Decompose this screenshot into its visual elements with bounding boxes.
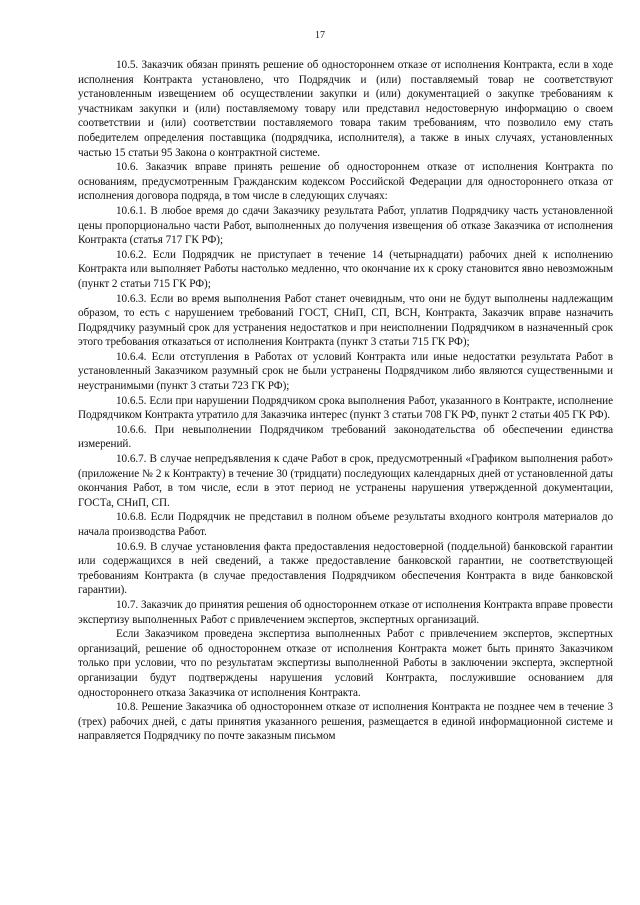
paragraph-10-8: 10.8. Решение Заказчика об одностороннем отказе от исполнения Контракта не позднее чем в течение 3 (трех) рабочих дней, с даты принятия указанного решения, размещается в единой информационной системе и направляется Подрядчику по почте заказным письмом: [78, 701, 613, 743]
document-body: [78, 58, 613, 744]
paragraph-10-5: 10.5. Заказчик обязан принять решение об одностороннем отказе от исполнения Контракта, если в ходе исполнения Контракта установлено, что Подрядчик и (или) поставляемый товар не соответствуют установленным извещением об осуществлении закупки и (или) документацией о закупке требованиям к участникам закупки и (или) поставляемому товару или представил недостоверную информацию о своем соответствии и (или) соответствии поставляемого товара таким требованиям, что позволило ему стать победителем определения поставщика (подрядчика, исполнителя), а также в иных случаях, установленных частью 15 статьи 95 Закона о контрактной системе.: [78, 59, 613, 159]
paragraph-10-6-7: 10.6.7. В случае непредъявления к сдаче Работ в срок, предусмотренный «Графиком выполнения работ» (приложение № 2 к Контракту) в течение 30 (тридцати) последующих календарных дней от установленной даты окончания Работ, в том числе, если в этот период не устранены нарушения утвержденной документации, ГОСТа, СНиП, СП.: [78, 453, 613, 509]
paragraph-10-7: 10.7. Заказчик до принятия решения об одностороннем отказе от исполнения Контракта вправе провести экспертизу выполненных Работ с привлечением экспертов, экспертных организаций.: [78, 598, 613, 626]
paragraph-10-6-8: 10.6.8. Если Подрядчик не представил в полном объеме результаты входного контроля материалов до начала производства Работ.: [78, 511, 613, 538]
paragraph-10-6-5: 10.6.5. Если при нарушении Подрядчиком срока выполнения Работ, указанного в Контракте, исполнение Подрядчиком Контракта утратило для Заказчика интерес (пункт 3 статьи 708 ГК РФ, пункт 2 статьи 405 ГК РФ).: [78, 394, 613, 422]
paragraph-10-6-4: 10.6.4. Если отступления в Работах от условий Контракта или иные недостатки результата Работ в установленный Заказчиком разумный срок не были устранены Подрядчиком либо являются существенными и неустранимыми (пункт 3 статьи 723 ГК РФ);: [78, 350, 613, 393]
paragraph-10-6-2: 10.6.2. Если Подрядчик не приступает в течение 14 (четырнадцати) рабочих дней к исполнению Контракта или выполняет Работы настолько медленно, что окончание их к сроку становится явно невозможным (пункт 2 статьи 715 ГК РФ);: [78, 248, 613, 290]
paragraph-10-7-expertise: Если Заказчиком проведена экспертиза выполненных Работ с привлечением экспертов, экспертных организаций, решение об одностороннем отказе от исполнения Контракта может быть принято Заказчиком только при условии, что по результатам экспертизы выполненной Работы в заключении эксперта, экспертной организации будут подтверждены нарушения условий Контракта, послужившие основанием для одностороннего отказа Заказчика от исполнения Контракта.: [78, 628, 613, 699]
page-number: 17: [315, 30, 325, 41]
paragraph-10-6-6: 10.6.6. При невыполнении Подрядчиком требований законодательства об обеспечении единства измерений.: [78, 423, 613, 451]
paragraph-10-6: 10.6. Заказчик вправе принять решение об одностороннем отказе от исполнения Контракта по основаниям, предусмотренным Гражданским кодексом Российской Федерации для одностороннего отказа от исполнения договора подряда, в том числе в следующих случаях:: [78, 161, 613, 203]
paragraph-10-6-3: 10.6.3. Если во время выполнения Работ станет очевидным, что они не будут выполнены надлежащим образом, то есть с нарушением требований ГОСТ, СНиП, СП, ВСН, Контракта, Заказчик вправе назначить Подрядчику разумный срок для устранения недостатков и при неисполнении Подрядчиком в назначенный срок этого требования отказаться от исполнения Контракта (пункт 3 статьи 715 ГК РФ);: [78, 292, 613, 349]
paragraph-10-6-1: 10.6.1. В любое время до сдачи Заказчику результата Работ, уплатив Подрядчику часть установленной цены пропорционально части Работ, выполненных до получения извещения об отказе Заказчика от исполнения Контракта (статья 717 ГК РФ);: [78, 204, 613, 247]
paragraph-10-6-9: 10.6.9. В случае установления факта предоставления недостоверной (поддельной) банковской гарантии или содержащихся в ней сведений, а также предоставление банковской гарантии, не соответствующей требованиям Контракта (в случае предоставления Подрядчиком обеспечения Контракта в виде банковской гарантии).: [78, 540, 613, 597]
